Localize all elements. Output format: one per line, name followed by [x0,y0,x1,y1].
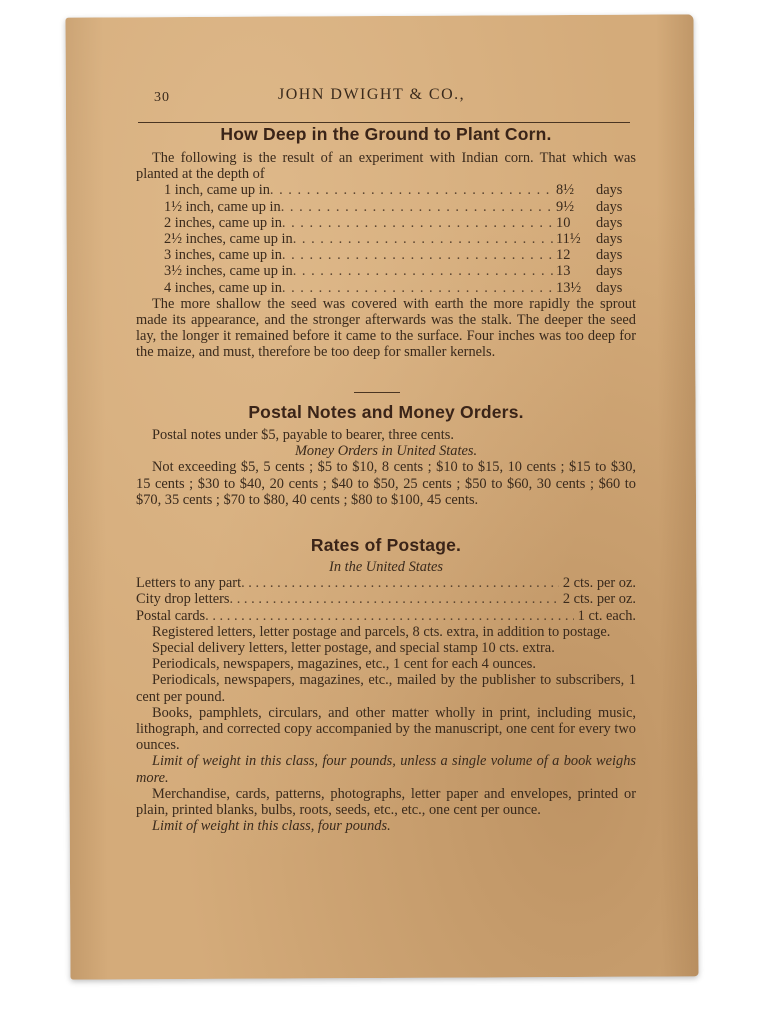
depth-label: 1½ inch, came up in [164,198,281,215]
corn-depth-table [136,182,636,295]
page-number: 30 [154,90,170,105]
leader-dots [205,608,574,624]
days-value: 9½ [556,198,574,215]
weight-limit-note-2: Limit of weight in this class, four pounds. [152,818,391,835]
header-rule [138,122,630,123]
depth-label: 1 inch, came up in [164,182,270,199]
rate-value: 1 ct. each. [577,607,636,624]
postage-rate-row [136,608,636,624]
leader-dots [293,231,556,247]
corn-depth-row [136,247,636,263]
leader-dots [282,247,556,263]
days-value: 8½ [556,182,574,199]
postage-rate-row [136,575,636,591]
postage-subtitle: In the United States [329,559,443,575]
postage-paragraphs [136,624,636,754]
postage-paragraph: Special delivery letters, letter postage, and special stamp 10 cts. extra. [152,640,555,657]
days-unit: days [596,247,623,264]
weight-limit-note-1: Limit of weight in this class, four pounds, unless a single volume of a book weighs more. [136,753,636,786]
corn-depth-row [136,231,636,247]
corn-intro: The following is the result of an experiment with Indian corn. That which was planted at the depth of [136,150,636,183]
days-unit: days [596,182,623,199]
rate-item: City drop letters [136,591,230,608]
days-unit: days [596,279,623,296]
days-unit: days [596,231,623,248]
leader-dots [230,591,559,607]
corn-conclusion: The more shallow the seed was covered with earth the more rapidly the sprout made its appearance, and the stronger afterwards was the stalk. The deeper the seed lay, the longer it remained before it came to the surface. Four inches was too deep for the maize, and must, therefore be too deep for smaller kernels. [136,295,636,361]
money-orders-subtitle: Money Orders in United States. [294,443,478,460]
days-value: 11½ [556,231,581,248]
leader-dots [293,263,556,279]
days-value: 13½ [556,279,582,296]
section-divider [354,392,400,393]
rate-value: 2 cts. per oz. [562,575,636,592]
postal-notes: Postal notes under $5, payable to bearer, three cents. [152,427,454,443]
depth-label: 3 inches, came up in [164,247,282,264]
leader-dots [270,182,556,198]
corn-depth-row [136,199,636,215]
days-value: 13 [556,263,571,280]
rate-value: 2 cts. per oz. [562,591,636,608]
postage-paragraph: Periodicals, newspapers, magazines, etc., 1 cent for each 4 ounces. [152,656,537,673]
leader-dots [241,575,559,591]
postage-paragraph: Periodicals, newspapers, magazines, etc., mailed by the publisher to subscribers, 1 cent per pound. [136,672,636,705]
leader-dots [281,199,556,215]
corn-section-title: How Deep in the Ground to Plant Corn. [220,124,552,144]
leader-dots [282,280,556,296]
corn-section [136,150,636,361]
rate-item: Letters to any part [136,575,242,592]
corn-depth-row [136,280,636,296]
corn-depth-row [136,215,636,231]
merchandise-paragraph: Merchandise, cards, patterns, photographs, letter paper and envelopes, printed or plain, printed blanks, bulbs, roots, seeds, etc., etc., one cent per ounce. [136,785,636,819]
money-orders-rates: Not exceeding $5, 5 cents ; $5 to $10, 8 cents ; $10 to $15, 10 cents ; $15 to $30, 15 cents ; $30 to $40, 20 cents ; $40 to $50, 25 cents ; $50 to $60, 30 cents ; $60 to $70, 35 cents ; $70 to $80, 40 cents ; $80 to $100, 45 cents. [136,459,636,508]
postage-paragraph: Books, pamphlets, circulars, and other matter wholly in print, including music, lithograph, and corrected copy accompanied by the manuscript, one cent for every two ounces. [136,704,636,754]
postage-rate-table [136,575,636,624]
postage-rate-row [136,591,636,607]
depth-label: 4 inches, came up in [164,279,282,296]
rate-item: Postal cards [136,607,206,624]
leader-dots [282,215,556,231]
postage-paragraph: Registered letters, letter postage and parcels, 8 cts. extra, in addition to postage. [152,623,611,640]
days-unit: days [596,263,623,280]
depth-label: 2½ inches, came up in [164,231,293,248]
page-content [68,16,696,978]
days-value: 12 [556,247,571,264]
postage-section [136,559,636,834]
days-unit: days [596,198,623,215]
days-value: 10 [556,214,571,231]
postal-section [136,427,636,508]
days-unit: days [596,214,623,231]
corn-depth-row [136,263,636,279]
postage-section-title: Rates of Postage. [310,535,462,555]
depth-label: 3½ inches, came up in [164,263,293,280]
company-name: JOHN DWIGHT & CO., [278,86,466,103]
depth-label: 2 inches, came up in [164,214,282,231]
postal-section-title: Postal Notes and Money Orders. [248,402,524,422]
corn-depth-row [136,182,636,198]
